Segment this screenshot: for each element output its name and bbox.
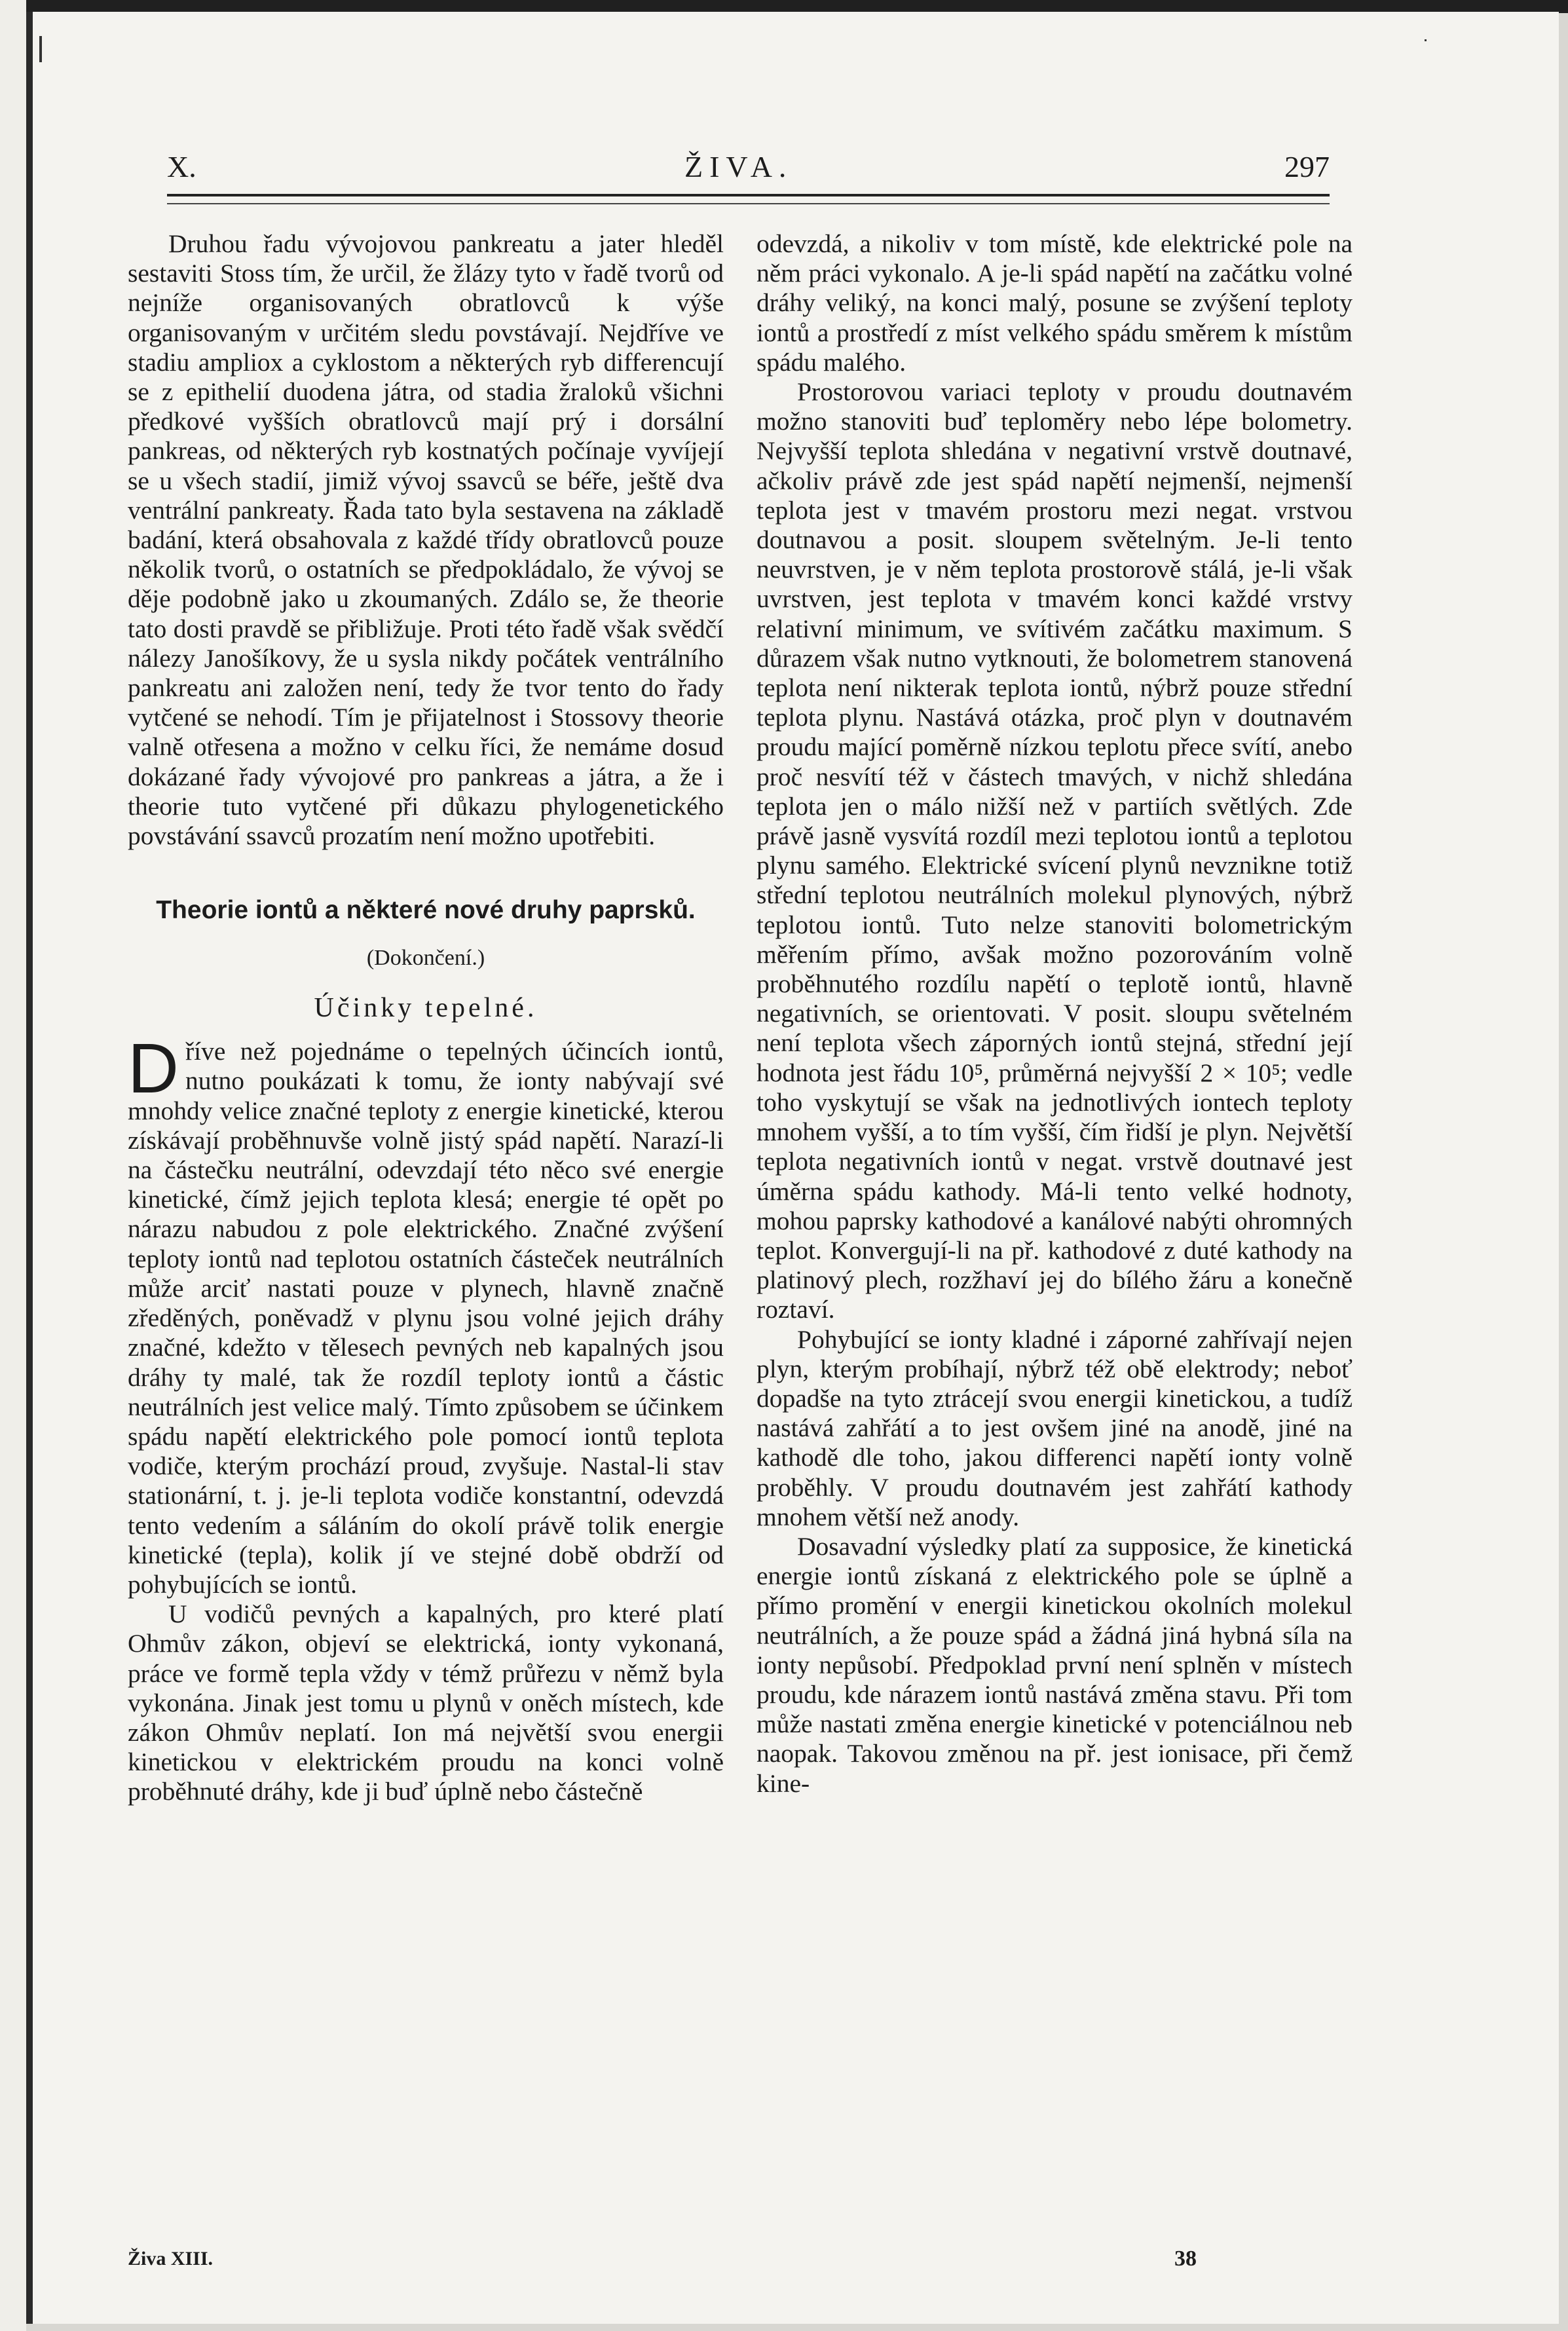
- drop-cap: D: [128, 1028, 179, 1108]
- paragraph-prostorova-variace: Prostorovou variaci teploty v proudu doutnavém možno stanoviti buď teploměry nebo lépe bolometry. Nejvyšší teplota shledána v negativní vrstvě doutnavé, ačkoliv právě zde jest spád napětí nejmenší, nejmenší teplota jest v tmavém prostoru mezi negat. vrstvou doutnavou a posit. sloupem světelným. Je-li tento neuvrstven, je v něm teplota prostorově stálá, je-li však uvrstven, jest teplota v tmavém konci každé vrstvy relativní minimum, ve svítivém začátku maximum. S důrazem však nutno vytknouti, že bolometrem stanovená teplota není nikterak teplota iontů, nýbrž pouze střední teplota plynu. Nastává otázka, proč plyn v doutnavém proudu mající poměrně nízkou teplotu přece svítí, anebo proč nesvítí též v částech tmavých, v nichž shledána teplota jen o málo nižší než v partiích světlých. Zde právě jasně vysvítá rozdíl mezi teplotou iontů a teplotou plynu samého. Elektrické svícení plynů nevznikne totiž střední teplotou neutrálních molekul plynových, nýbrž teplotou iontů. Tuto nelze stanoviti bolometrickým měřením přímo, avšak možno pozorováním volně proběhnutého rozdílu napětí o teplotě iontů, hlavně negativních, se orientovati. V posit. sloupu světelném není teplota všech záporných iontů stejná, střední její hodnota jest řádu 10⁵, průměrná nejvyšší 2 × 10⁵; vedle toho vyskytují se však na jednotlivých iontech teploty mnohem vyšší, a to tím vyšší, čím řidší je plyn. Největší teplota negativních iontů v negat. vrstvě doutnavé jest úměrna spádu kathody. Má-li tento velké hodnoty, mohou paprsky kathodové a kanálové nabýti ohromných teplot. Konvergují-li na př. kathodové z duté kathody na platinový plech, rozžhaví jej do bílého žáru a konečně roztaví.: [756, 377, 1353, 1324]
- continuation-note: (Dokončení.): [366, 946, 485, 971]
- scan-artifact: [1425, 39, 1427, 41]
- paragraph-vysledky: Dosavadní výsledky platí za supposice, že kinetická energie iontů získaná z elektrického pole se úplně a přímo promění v energii kinetickou okolních molekul neutrálních, a že pouze spád a žádná jiná hybná síla na ionty nepůsobí. Předpoklad první není splněn v místech proudu, kde nárazem iontů nastává změna stavu. Při tom může nastati změna energie kinetické v potenciálnou neb naopak. Takovou změnou na př. jest ionisace, při čemž kine-: [756, 1531, 1353, 1798]
- paragraph-text: říve než pojednáme o tepelných účincích iontů, nutno poukázati k tomu, že ionty nabývají své mnohdy velice značné teploty z energie kinetické, kterou získávají proběhnuvše volně jistý spád napětí. Narazí-li na částečku neutrální, odevzdají této něco své energie kinetické, čímž jejich teplota klesá; energie té opět po nárazu nabudou z pole elektrického. Značné zvýšení teploty iontů nad teplotou ostatních částeček neutrálních může arciť nastati pouze v plynech, hlavně značně zředěných, poněvadž v plynu jsou volné jejich dráhy značné, kdežto v tělesech pevných neb kapalných jsou dráhy ty malé, tak že rozdíl teploty iontů a částic neutrálních jest velice malý. Tímto způsobem se účinkem spádu napětí elektrického pole pomocí iontů teplota vodiče, kterým prochází proud, zvyšuje. Nastal-li stav stationární, t. j. je-li teplota vodiče konstantní, odevzdá tento vedením a sáláním do okolí právě tolik energie kinetické (tepla), kolik jí ve stejné době obdrží od pohybujících se iontů.: [128, 1037, 724, 1599]
- paragraph-vodice: U vodičů pevných a kapalných, pro které platí Ohmův zákon, objeví se elektrická, ionty vykonaná, práce ve formě tepla vždy v témž průřezu v němž byla vykonána. Jinak jest tomu u plynů v oněch místech, kde zákon Ohmův neplatí. Ion má největší svou energii kinetickou v elektrickém proudu na konci volně proběhnuté dráhy, kde ji buď úplně nebo částečně: [128, 1599, 724, 1806]
- right-column: [756, 229, 1353, 1799]
- left-column: [128, 229, 724, 1807]
- journal-title: ŽIVA.: [684, 150, 793, 183]
- scan-left-margin: [0, 0, 26, 2331]
- scan-top-edge: [26, 0, 1568, 13]
- article-title: Theorie iontů a některé nové druhy paprsků.: [156, 896, 696, 925]
- paragraph-continued: odevzdá, a nikoliv v tom místě, kde elektrické pole na něm práci vykonalo. A je-li spád napětí na začátku volné dráhy veliký, na konci malý, posune se zvýšení teploty iontů a prostředí z míst velkého spádu směrem k místům spádu malého.: [756, 229, 1353, 377]
- header-rule: [167, 194, 1330, 204]
- volume-number: X.: [167, 150, 196, 183]
- page-number: 297: [1284, 150, 1330, 183]
- sheet-signature: Živa XIII.: [128, 2248, 214, 2269]
- paragraph-pankreas: Druhou řadu vývojovou pankreatu a jater hleděl sestaviti Stoss tím, že určil, že žlázy tyto v řadě tvorů od nejníže organisovaných obratlovců k výše organisovaným v určitém sledu povstávají. Nejdříve ve stadiu ampliox a cyklostom a některých ryb differencují se z epithelií duodena játra, od stadia žraloků všichni předkové vyšších obratlovců mají prý i dorsální pankreas, od některých ryb kostnatých počínaje vyvíjejí se u všech stadií, jimiž vývoj ssavců se béře, ještě dva ventrální pankreaty. Řada tato byla sestavena na základě badání, která obsahovala z každé třídy obratlovců pouze několik tvorů, o ostatních se předpokládalo, že vývoj se děje podobně jako u zkoumaných. Zdálo se, že theorie tato dosti pravdě se přibližuje. Proti této řadě však svědčí nálezy Janošíkovy, že u sysla nikdy počátek ventrálního pankreatu ani založen není, tedy že tvor tento do řady vytčené se nehodí. Tím je přijatelnost i Stossovy theorie valně otřesena a možno v celku říci, že nemáme dosud dokázané řady vývojové pro pankreas a játra, a že i theorie tuto vytčené při důkazu phylogenetického povstávání ssavců prozatím není možno upotřebiti.: [128, 229, 724, 851]
- paragraph-pohybujici-ionty: Pohybující se ionty kladné i záporné zahřívají nejen plyn, kterým probíhají, nýbrž též obě elektrody; neboť dopadše na tyto ztrácejí svou energii kinetickou, a tudíž nastává zahřátí a to jest ovšem jiné na anodě, jiné na kathodě dle toho, jakou differenci napětí ionty volně proběhly. V proudu doutnavém jest zahřátí kathody mnohem větší než anody.: [756, 1324, 1353, 1531]
- running-header: [167, 149, 1330, 189]
- subheading: Účinky tepelné.: [314, 993, 538, 1024]
- scan-artifact: [39, 36, 42, 62]
- paragraph-tepelne-ucinky: [128, 1028, 724, 1599]
- sheet-number: 38: [1174, 2247, 1197, 2271]
